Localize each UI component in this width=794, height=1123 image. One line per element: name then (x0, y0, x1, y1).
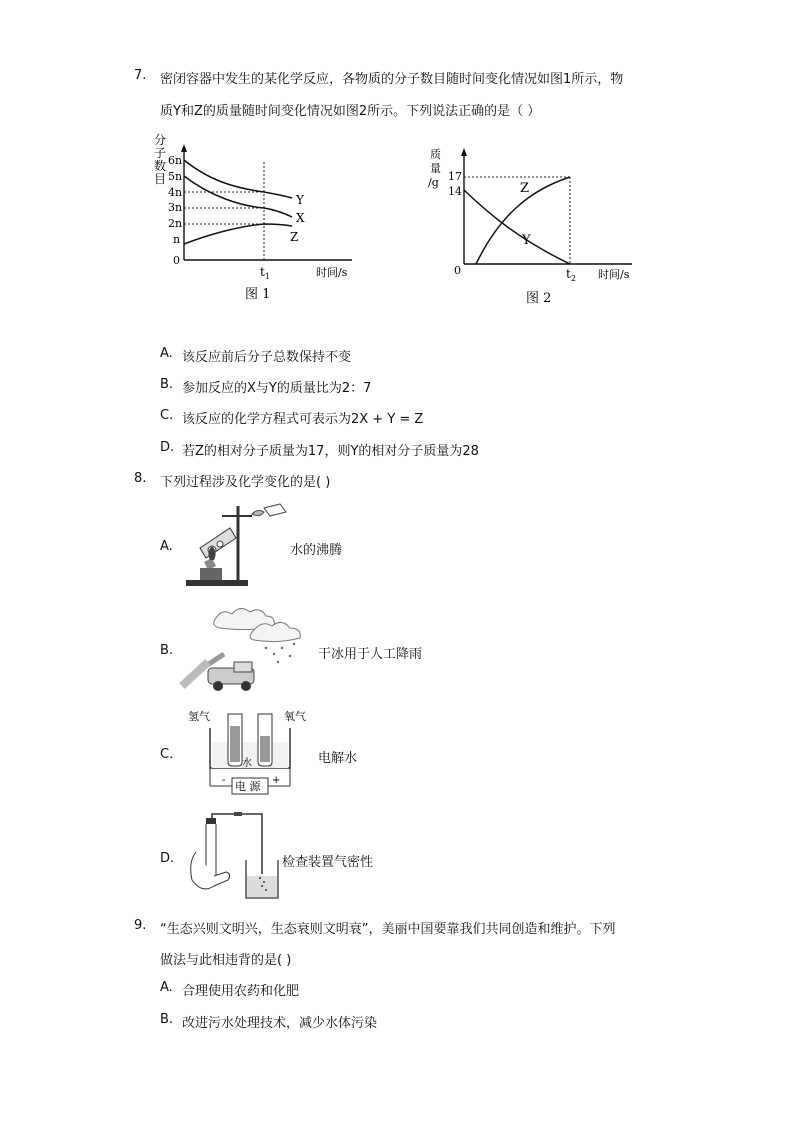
fig1-caption: 图 1 (245, 287, 271, 302)
fig2-t-label: $t_2$ (566, 267, 576, 283)
fig2-x-label: 时间/s (598, 268, 630, 281)
q7-option-a-text: 该反应前后分子总数保持不变 (182, 350, 352, 365)
electrolysis-left-gas-label: 氢气 (188, 710, 210, 723)
fig1-curve-z (184, 224, 292, 244)
electrolysis-minus-label: - (222, 775, 226, 786)
q8-option-c-letter: C. (160, 747, 174, 762)
electrolysis-water-label: 水 (242, 758, 252, 769)
fig1-ylabel-char: 分 (154, 133, 167, 147)
electrolysis-power-label: 电 源 (235, 780, 261, 793)
q8-option-d-letter: D. (160, 851, 175, 866)
fig1-label-z: Z (290, 230, 299, 244)
fig1-ylabel-char: 数 (154, 159, 167, 173)
fig1-ytick: 2n (168, 217, 183, 230)
q8-option-c-text: 电解水 (318, 751, 358, 766)
figure-2-mass-graph (420, 140, 650, 310)
boiling-water-apparatus-image (182, 500, 292, 592)
q7-option-a-letter: A. (160, 346, 173, 361)
q7-option-d-text: 若Z的相对分子质量为17，则Y的相对分子质量为28 (182, 444, 479, 459)
fig1-ylabel-char: 子 (154, 146, 167, 160)
electrolysis-right-gas-label: 氧气 (284, 710, 306, 723)
question-8-number: 8. (134, 471, 147, 486)
artificial-rain-image (178, 604, 316, 696)
question-7-number: 7. (134, 68, 147, 83)
fig1-curve-x (184, 176, 292, 217)
question-7-stem-line-1: 密闭容器中发生的某化学反应，各物质的分子数目随时间变化情况如图1所示，物 (160, 72, 624, 87)
q9-option-a-text: 合理使用农药和化肥 (182, 984, 300, 999)
fig2-y-axis-arrow (461, 148, 467, 156)
fig2-curve-y (464, 190, 570, 264)
q8-option-a-letter: A. (160, 539, 173, 554)
q7-option-c-text: 该反应的化学方程式可表示为2X + Y = Z (182, 412, 424, 427)
fig1-t-label: $t_1$ (260, 265, 270, 281)
fig2-ylabel-char: 量 (430, 162, 441, 175)
fig1-ylabel-char: 目 (154, 172, 167, 186)
fig1-ytick: n (173, 233, 181, 246)
question-9-stem-line-2: 做法与此相违背的是( ) (160, 953, 292, 968)
q9-option-b-letter: B. (160, 1012, 174, 1027)
q8-option-b-letter: B. (160, 643, 174, 658)
fig1-origin: 0 (173, 254, 180, 267)
q7-option-b-letter: B. (160, 377, 174, 392)
fig2-ylabel-char: 质 (430, 148, 441, 161)
figure-1-molecule-count-graph (140, 126, 370, 306)
fig1-y-axis-arrow (181, 144, 187, 152)
airtightness-check-image (182, 812, 282, 900)
q8-option-d-text: 检查装置气密性 (282, 855, 374, 870)
electrolysis-apparatus-image (180, 706, 320, 804)
fig2-ylabel-char: /g (428, 176, 439, 189)
fig1-ytick: 4n (168, 186, 183, 199)
fig2-ytick: 17 (448, 170, 462, 183)
question-8-stem: 下列过程涉及化学变化的是( ) (160, 475, 331, 490)
fig2-ytick: 14 (448, 185, 462, 198)
q9-option-a-letter: A. (160, 980, 173, 995)
fig1-x-label: 时间/s (316, 266, 348, 279)
q7-option-d-letter: D. (160, 440, 175, 455)
question-9-number: 9. (134, 918, 147, 933)
electrolysis-plus-label: + (272, 775, 281, 786)
fig1-ytick: 3n (168, 201, 183, 214)
question-9-stem-line-1: “生态兴则文明兴，生态衰则文明衰”，美丽中国要靠我们共同创造和维护。下列 (160, 922, 616, 937)
fig2-label-y: Y (522, 233, 531, 248)
fig1-label-x: X (296, 211, 305, 225)
fig1-ytick: 5n (168, 170, 183, 183)
fig2-label-z: Z (520, 181, 530, 196)
fig2-origin: 0 (454, 264, 461, 277)
q9-option-b-text: 改进污水处理技术，减少水体污染 (182, 1016, 378, 1031)
fig1-label-y: Y (296, 193, 304, 207)
q7-option-c-letter: C. (160, 408, 174, 423)
q8-option-a-text: 水的沸腾 (290, 543, 343, 558)
question-7-stem-line-2: 质Y和Z的质量随时间变化情况如图2所示。下列说法正确的是（ ） (160, 104, 541, 119)
fig1-ytick: 6n (168, 154, 183, 167)
q7-option-b-text: 参加反应的X与Y的质量比为2：7 (182, 381, 372, 396)
fig2-caption: 图 2 (526, 291, 552, 306)
q8-option-b-text: 干冰用于人工降雨 (318, 647, 423, 662)
